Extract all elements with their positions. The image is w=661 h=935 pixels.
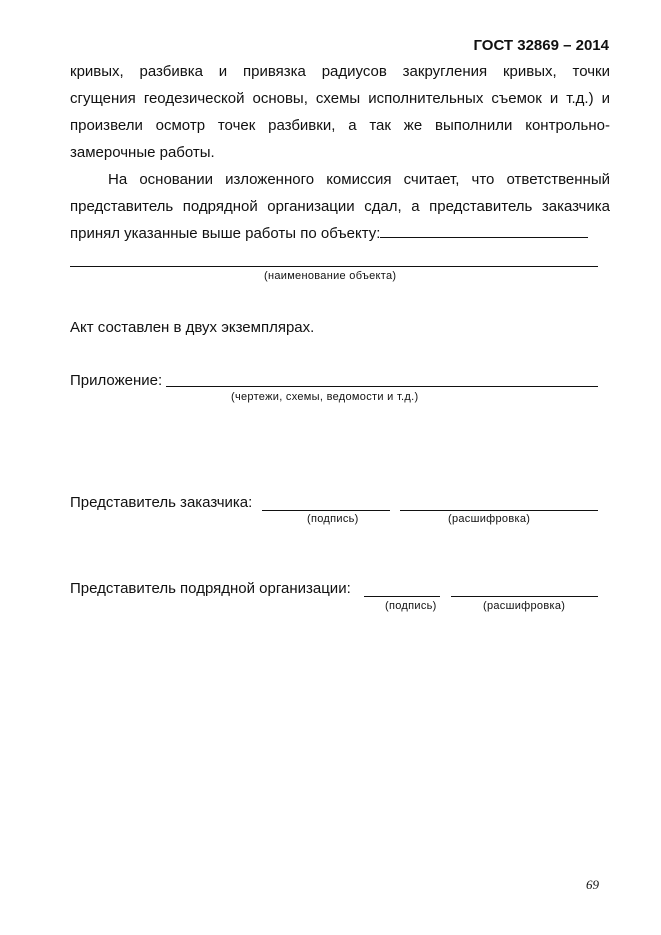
act-note: Акт составлен в двух экземплярах. [70, 319, 315, 336]
paragraph-commission [70, 166, 610, 247]
text-line: произвели осмотр точек разбивки, а так же выполнили контрольно- [70, 117, 610, 134]
object-caption: (наименование объекта) [264, 270, 397, 282]
object-field-line-2[interactable] [70, 266, 598, 267]
customer-rep-label: Представитель заказчика: [70, 494, 253, 511]
attachment-field-line[interactable] [166, 386, 598, 387]
text-line: сгущения геодезической основы, схемы исполнительных съемок и т.д.) и [70, 90, 610, 107]
text-line: На основании изложенного комиссия считает, что ответственный [108, 171, 610, 188]
contractor-decoding-caption: (расшифровка) [483, 600, 566, 612]
contractor-rep-label: Представитель подрядной организации: [70, 580, 351, 597]
standard-designation: ГОСТ 32869 – 2014 [473, 37, 609, 54]
customer-signature-caption: (подпись) [307, 513, 359, 525]
customer-decoding-caption: (расшифровка) [448, 513, 531, 525]
contractor-signature-line[interactable] [364, 596, 440, 597]
contractor-decoding-line[interactable] [451, 596, 598, 597]
contractor-signature-caption: (подпись) [385, 600, 437, 612]
text-line [70, 220, 610, 247]
attachment-caption: (чертежи, схемы, ведомости и т.д.) [231, 391, 419, 403]
object-field-line[interactable] [380, 223, 588, 238]
page-number: 69 [586, 877, 599, 892]
customer-decoding-line[interactable] [400, 510, 598, 511]
attachment-label: Приложение: [70, 372, 163, 389]
paragraph-continuation [70, 58, 610, 166]
text-line-label: принял указанные выше работы по объекту: [70, 225, 381, 242]
text-line: представитель подрядной организации сдал, а представитель заказчика [70, 198, 610, 215]
text-line: кривых, разбивка и привязка радиусов закругления кривых, точки [70, 63, 610, 80]
customer-signature-line[interactable] [262, 510, 390, 511]
text-line: замерочные работы. [70, 144, 215, 161]
